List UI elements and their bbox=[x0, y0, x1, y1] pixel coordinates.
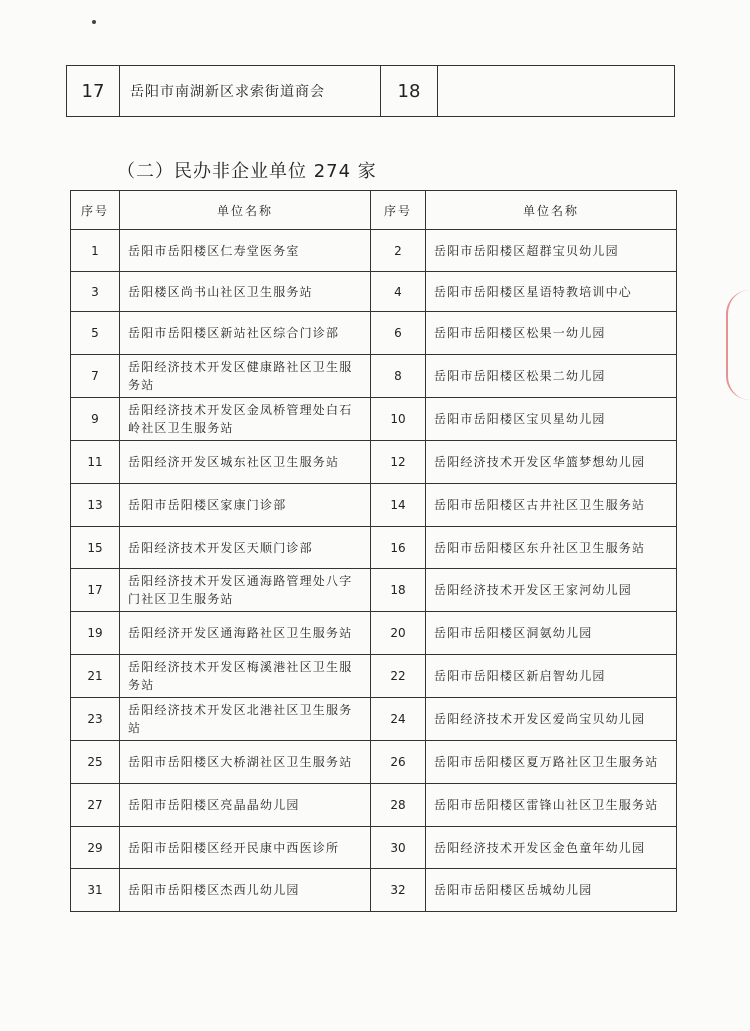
unit-name: 岳阳经济技术开发区梅溪港社区卫生服务站 bbox=[120, 655, 371, 698]
row-number: 1 bbox=[71, 230, 120, 272]
table-row bbox=[71, 441, 677, 484]
unit-name: 岳阳市岳阳楼区新启智幼儿园 bbox=[426, 655, 677, 698]
unit-name: 岳阳经济技术开发区北港社区卫生服务站 bbox=[120, 698, 371, 741]
row-number: 2 bbox=[371, 230, 426, 272]
table-row bbox=[71, 741, 677, 784]
row-number: 28 bbox=[371, 784, 426, 827]
unit-name: 岳阳市岳阳楼区大桥湖社区卫生服务站 bbox=[120, 741, 371, 784]
unit-name: 岳阳市岳阳楼区岳城幼儿园 bbox=[426, 869, 677, 912]
table-row bbox=[71, 355, 677, 398]
unit-name: 岳阳经济技术开发区金色童年幼儿园 bbox=[426, 827, 677, 869]
row-number: 19 bbox=[71, 612, 120, 655]
table-row bbox=[71, 869, 677, 912]
top-continuation-table bbox=[66, 65, 675, 117]
unit-name: 岳阳市岳阳楼区亮晶晶幼儿园 bbox=[120, 784, 371, 827]
row-number: 10 bbox=[371, 398, 426, 441]
row-number: 18 bbox=[371, 569, 426, 612]
row-number: 6 bbox=[371, 312, 426, 355]
unit-name: 岳阳市岳阳楼区夏万路社区卫生服务站 bbox=[426, 741, 677, 784]
header-name: 单位名称 bbox=[120, 191, 371, 230]
row-number: 9 bbox=[71, 398, 120, 441]
row-number: 25 bbox=[71, 741, 120, 784]
unit-name: 岳阳市岳阳楼区杰西儿幼儿园 bbox=[120, 869, 371, 912]
row-number: 31 bbox=[71, 869, 120, 912]
unit-name: 岳阳经济开发区城东社区卫生服务站 bbox=[120, 441, 371, 484]
row-number: 21 bbox=[71, 655, 120, 698]
row-number: 4 bbox=[371, 272, 426, 312]
row-number: 13 bbox=[71, 484, 120, 527]
unit-name: 岳阳市岳阳楼区宝贝星幼儿园 bbox=[426, 398, 677, 441]
row-number: 17 bbox=[67, 66, 120, 117]
unit-name: 岳阳经济技术开发区通海路管理处八字门社区卫生服务站 bbox=[120, 569, 371, 612]
row-number: 7 bbox=[71, 355, 120, 398]
unit-name: 岳阳市岳阳楼区超群宝贝幼儿园 bbox=[426, 230, 677, 272]
table-row bbox=[71, 272, 677, 312]
unit-name: 岳阳市岳阳楼区东升社区卫生服务站 bbox=[426, 527, 677, 569]
row-number: 22 bbox=[371, 655, 426, 698]
row-number: 11 bbox=[71, 441, 120, 484]
row-number: 26 bbox=[371, 741, 426, 784]
unit-name: 岳阳经济技术开发区健康路社区卫生服务站 bbox=[120, 355, 371, 398]
unit-name: 岳阳市岳阳楼区雷锋山社区卫生服务站 bbox=[426, 784, 677, 827]
section-title: （二）民办非企业单位 274 家 bbox=[117, 161, 377, 182]
unit-name: 岳阳市岳阳楼区松果一幼儿园 bbox=[426, 312, 677, 355]
row-number: 16 bbox=[371, 527, 426, 569]
unit-name: 岳阳经济技术开发区天顺门诊部 bbox=[120, 527, 371, 569]
row-number: 30 bbox=[371, 827, 426, 869]
table-row bbox=[67, 66, 675, 117]
unit-name: 岳阳经济开发区通海路社区卫生服务站 bbox=[120, 612, 371, 655]
header-no: 序号 bbox=[371, 191, 426, 230]
row-number: 32 bbox=[371, 869, 426, 912]
unit-name: 岳阳市岳阳楼区经开民康中西医诊所 bbox=[120, 827, 371, 869]
row-number: 14 bbox=[371, 484, 426, 527]
unit-name: 岳阳经济技术开发区爱尚宝贝幼儿园 bbox=[426, 698, 677, 741]
row-number: 15 bbox=[71, 527, 120, 569]
table-row bbox=[71, 312, 677, 355]
row-number: 3 bbox=[71, 272, 120, 312]
table-row bbox=[71, 569, 677, 612]
table-row bbox=[71, 527, 677, 569]
row-number: 20 bbox=[371, 612, 426, 655]
row-number: 23 bbox=[71, 698, 120, 741]
unit-name bbox=[438, 66, 675, 117]
row-number: 5 bbox=[71, 312, 120, 355]
row-number: 27 bbox=[71, 784, 120, 827]
row-number: 18 bbox=[381, 66, 438, 117]
unit-name: 岳阳市岳阳楼区松果二幼儿园 bbox=[426, 355, 677, 398]
unit-name: 岳阳市岳阳楼区新站社区综合门诊部 bbox=[120, 312, 371, 355]
table-row bbox=[71, 612, 677, 655]
red-stamp-fragment bbox=[726, 290, 750, 400]
unit-name: 岳阳市岳阳楼区星语特教培训中心 bbox=[426, 272, 677, 312]
header-row bbox=[71, 191, 677, 230]
unit-name: 岳阳市岳阳楼区古井社区卫生服务站 bbox=[426, 484, 677, 527]
row-number: 8 bbox=[371, 355, 426, 398]
unit-name: 岳阳市岳阳楼区家康门诊部 bbox=[120, 484, 371, 527]
table-row bbox=[71, 827, 677, 869]
table-row bbox=[71, 784, 677, 827]
table-row bbox=[71, 484, 677, 527]
speck-mark bbox=[92, 20, 96, 24]
units-table bbox=[70, 190, 677, 912]
header-no: 序号 bbox=[71, 191, 120, 230]
unit-name: 岳阳经济技术开发区金凤桥管理处白石岭社区卫生服务站 bbox=[120, 398, 371, 441]
table-row bbox=[71, 655, 677, 698]
header-name: 单位名称 bbox=[426, 191, 677, 230]
unit-name: 岳阳市南湖新区求索街道商会 bbox=[120, 66, 381, 117]
table-row bbox=[71, 398, 677, 441]
row-number: 24 bbox=[371, 698, 426, 741]
row-number: 12 bbox=[371, 441, 426, 484]
unit-name: 岳阳经济技术开发区华篮梦想幼儿园 bbox=[426, 441, 677, 484]
table-row bbox=[71, 698, 677, 741]
row-number: 29 bbox=[71, 827, 120, 869]
table-row bbox=[71, 230, 677, 272]
unit-name: 岳阳经济技术开发区王家河幼儿园 bbox=[426, 569, 677, 612]
unit-name: 岳阳楼区尚书山社区卫生服务站 bbox=[120, 272, 371, 312]
row-number: 17 bbox=[71, 569, 120, 612]
unit-name: 岳阳市岳阳楼区洞氨幼儿园 bbox=[426, 612, 677, 655]
unit-name: 岳阳市岳阳楼区仁寿堂医务室 bbox=[120, 230, 371, 272]
